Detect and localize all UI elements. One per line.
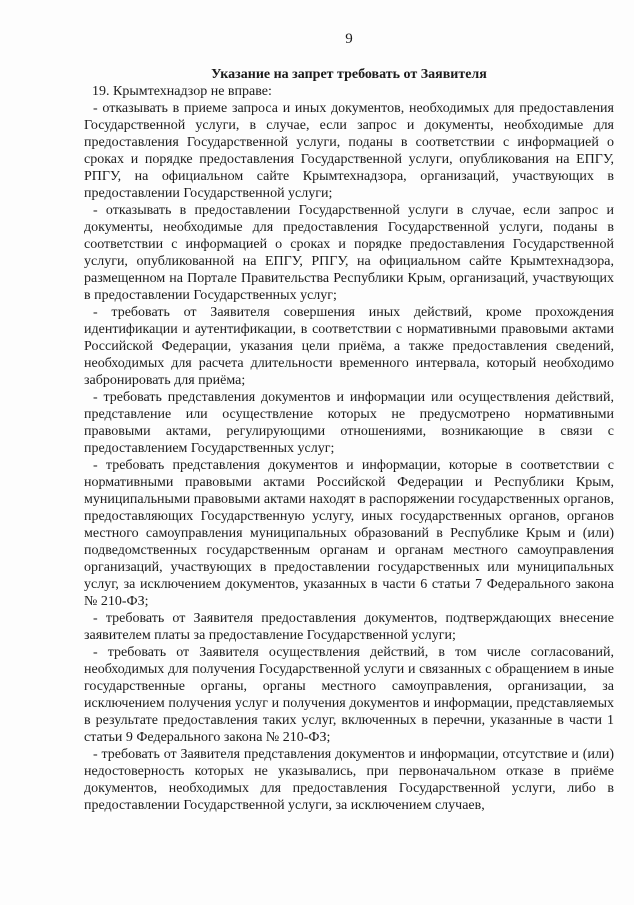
list-item	[84, 644, 614, 746]
list-item-text: - требовать от Заявителя представления документов и информации, отсутствие и (или) недостоверность которых не указывались, при первоначальном отказе в приёме документов, необходимых для предоставления Государственной услуги, либо в предоставлении Государственной услуги, за исключением случаев,	[84, 747, 614, 813]
list-item-text: - отказывать в приеме запроса и иных документов, необходимых для предоставления Государственной услуги, в случае, если запрос и документы, необходимые для предоставления Государственной услуги, поданы в соответствии с информацией о сроках и порядке предоставления Государственной услуги, опубликования на ЕПГУ, РПГУ, на официальном сайте Крымтехнадзора, организаций, участвующих в предоставлении Государственной услуги;	[84, 101, 614, 201]
list-item	[84, 304, 614, 389]
page-number: 9	[345, 31, 353, 47]
list-item	[84, 202, 614, 304]
list-item-text: - требовать представления документов и информации, которые в соответствии с нормативными правовыми актами Российской Федерации и Республики Крым, муниципальными правовыми актами находят в распоряжении государственных органов, предоставляющих Государственную услугу, иных государственных органов, органов местного самоуправления муниципальных образований в Республике Крым и (или) подведомственных государственным органам и органам местного самоуправления организаций, участвующих в предоставлении государственных или муниципальных услуг, за исключением документов, указанных в части 6 статьи 7 Федерального закона № 210-ФЗ;	[84, 458, 614, 609]
list-item-text: - требовать от Заявителя предоставления документов, подтверждающих внесение заявителем платы за предоставление Государственной услуги;	[84, 611, 614, 643]
list-item	[84, 457, 614, 610]
list-item-text: - отказывать в предоставлении Государственной услуги в случае, если запрос и документы, необходимые для предоставления Государственной услуги, поданы в соответствии с информацией о сроках и порядке предоставления Государственной услуги, опубликованной на ЕПГУ, РПГУ, на официальном сайте Крымтехнадзора, размещенном на Портале Правительства Республики Крым, организаций, участвующих в предоставлении Государственных услуг;	[84, 203, 614, 303]
intro-paragraph: 19. Крымтехнадзор не вправе:	[92, 84, 272, 99]
list-item	[84, 389, 614, 457]
list-item-text: - требовать от Заявителя совершения иных действий, кроме прохождения идентификации и аутентификации, в соответствии с нормативными правовыми актами Российской Федерации, указания цели приёма, а также предоставления сведений, необходимых для расчета длительности временного интервала, который необходимо забронировать для приёма;	[84, 305, 614, 388]
list-item	[84, 610, 614, 644]
list-item-text: - требовать от Заявителя осуществления действий, в том числе согласований, необходимых для получения Государственной услуги и связанных с обращением в иные государственные органы, органы местного самоуправления, организации, за исключением получения услуг и получения документов и информации, представляемых в результате предоставления таких услуг, включенных в перечни, указанные в части 1 статьи 9 Федерального закона № 210-ФЗ;	[84, 645, 614, 745]
section-heading: Указание на запрет требовать от Заявителя	[211, 67, 487, 82]
list-item	[84, 100, 614, 202]
list-item	[84, 746, 614, 814]
prohibition-list	[84, 100, 614, 814]
list-item-text: - требовать представления документов и информации или осуществления действий, представление или осуществление которых не предусмотрено нормативными правовыми актами, регулирующими отношениями, возникающие в связи с предоставлением Государственных услуг;	[84, 390, 614, 456]
